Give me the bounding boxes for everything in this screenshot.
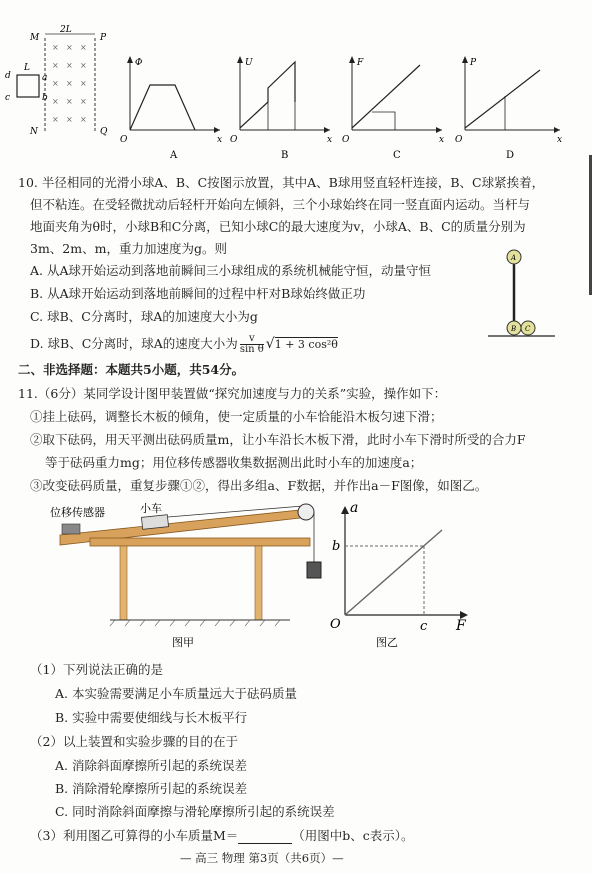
- svg-text:×: ×: [80, 115, 87, 124]
- svg-text:×: ×: [52, 115, 59, 124]
- field-region-diagram: [5, 25, 108, 137]
- svg-text:x: x: [217, 135, 223, 145]
- q11-step3: ③改变砝码质量，重复步骤①②，得出多组a、F数据，并作出a－F图像，如图乙。: [30, 478, 488, 493]
- q11-sub3: （3）利用图乙可算得的小车质量M＝ （用图中b、c表示）。: [30, 828, 414, 843]
- svg-text:O: O: [230, 135, 238, 145]
- svg-text:×: ×: [52, 61, 59, 70]
- svg-text:O: O: [120, 135, 128, 145]
- svg-text:F: F: [357, 58, 364, 68]
- q11-sub2: （2）以上装置和实验步骤的目的在于: [30, 734, 238, 749]
- svg-text:C: C: [525, 325, 531, 333]
- svg-text:×: ×: [52, 43, 59, 52]
- q11-line1: 11.（6分）某同学设计图甲装置做“探究加速度与力的关系”实验，操作如下：: [18, 386, 447, 401]
- q11-sub2-option-C[interactable]: C. 同时消除斜面摩擦与滑轮摩擦所引起的系统误差: [55, 804, 335, 819]
- apparatus-figure: [50, 500, 340, 650]
- answer-blank[interactable]: [238, 831, 292, 844]
- svg-text:c: c: [5, 93, 11, 103]
- option-D-label: D: [506, 150, 515, 160]
- svg-text:×: ×: [66, 97, 73, 106]
- svg-text:×: ×: [52, 97, 59, 106]
- svg-text:c: c: [420, 619, 428, 634]
- svg-text:a: a: [42, 73, 48, 83]
- q11-sub2-option-A[interactable]: A. 消除斜面摩擦所引起的系统误差: [55, 758, 247, 773]
- fraction-v-over-sin: $\frac{v}{\text{sin θ}}$: [239, 333, 264, 355]
- q10-option-D[interactable]: D. 球B、C分离时，球A的速度大小为 $\frac{v}{\text{sin θ}}$ √1 + 3 cos²θ: [30, 333, 338, 355]
- q10-option-A[interactable]: A. 从A球开始运动到落地前瞬间三小球组成的系统机械能守恒，动量守恒: [30, 263, 432, 278]
- page-footer: — 高三 物理 第3页（共6页）—: [180, 851, 344, 865]
- q11-step1: ①挂上砝码，调整长木板的倾角，使一定质量的小车恰能沿木板匀速下滑；: [30, 409, 443, 424]
- graph-phi: [120, 56, 222, 145]
- svg-text:Q: Q: [100, 127, 108, 137]
- svg-text:U: U: [245, 58, 253, 68]
- q11-step2a: ②取下砝码，用天平测出砝码质量m，让小车沿长木板下滑，此时小车下滑时所受的合力F: [30, 432, 526, 447]
- svg-text:A: A: [511, 254, 517, 262]
- option-B-label: B: [281, 150, 289, 160]
- graph-F: [342, 56, 444, 145]
- svg-text:O: O: [330, 617, 341, 632]
- q10-option-C[interactable]: C. 球B、C分离时，球A的加速度大小为g: [30, 309, 258, 324]
- svg-text:N: N: [30, 127, 38, 137]
- svg-text:B: B: [511, 325, 517, 333]
- svg-text:P: P: [470, 58, 477, 68]
- svg-text:×: ×: [66, 115, 73, 124]
- svg-text:×: ×: [66, 43, 73, 52]
- q11-sub1-option-B[interactable]: B. 实验中需要使细线与长木板平行: [55, 710, 248, 725]
- option-A-label: A: [170, 150, 178, 160]
- svg-text:b: b: [42, 93, 48, 103]
- svg-text:×: ×: [52, 79, 59, 88]
- caption-jia: 图甲: [172, 636, 194, 649]
- svg-text:d: d: [5, 71, 11, 81]
- svg-text:x: x: [439, 135, 445, 145]
- top-figures: [0, 20, 592, 160]
- q10-option-B[interactable]: B. 从A球开始运动到落地前瞬间的过程中杆对B球始终做正功: [30, 286, 366, 301]
- svg-text:L: L: [24, 63, 30, 73]
- q11-sub2-option-B[interactable]: B. 消除滑轮摩擦所引起的系统误差: [55, 781, 248, 796]
- q10-line1: 10. 半径相同的光滑小球A、B、C按图示放置，其中A、B球用竖直轻杆连接，B、C球紧挨着，: [18, 175, 545, 190]
- q11-sub1-option-A[interactable]: A. 本实验需要满足小车质量远大于砝码质量: [55, 686, 297, 701]
- svg-text:x: x: [557, 135, 563, 145]
- label-M: M: [30, 33, 40, 43]
- q10-line4: 3m、2m、m，重力加速度为g。则: [30, 241, 227, 256]
- q10-line2: 但不粘连。在受轻微扰动后轻杆开始向左倾斜，三个小球始终在同一竖直面内运动。当杆与: [30, 197, 531, 212]
- svg-text:O: O: [455, 135, 463, 145]
- svg-text:位移传感器: 位移传感器: [50, 506, 105, 519]
- svg-text:×: ×: [66, 79, 73, 88]
- svg-text:F: F: [456, 618, 466, 634]
- svg-text:x: x: [327, 135, 333, 145]
- svg-text:×: ×: [80, 61, 87, 70]
- svg-text:×: ×: [66, 61, 73, 70]
- q11-sub1: （1）下列说法正确的是: [30, 662, 163, 677]
- svg-text:×: ×: [80, 43, 87, 52]
- svg-text:2L: 2L: [60, 25, 72, 35]
- svg-text:小车: 小车: [140, 502, 162, 515]
- option-C-label: C: [393, 150, 401, 160]
- svg-text:O: O: [342, 135, 350, 145]
- q11-step2b: 等于砝码重力mg；用位移传感器收集数据测出此时小车的加速度a；: [45, 455, 423, 470]
- svg-text:×: ×: [80, 79, 87, 88]
- graph-P: [455, 56, 562, 145]
- a-F-graph: [320, 500, 480, 650]
- graph-U: [230, 56, 332, 145]
- svg-text:P: P: [100, 33, 107, 43]
- q10-line3: 地面夹角为θ时，小球B和C分离，已知小球C的最大速度为v，小球A、B、C的质量分别为: [30, 219, 526, 234]
- balls-rod-figure: [480, 245, 560, 345]
- caption-yi: 图乙: [376, 636, 398, 649]
- svg-text:×: ×: [80, 97, 87, 106]
- svg-text:Φ: Φ: [135, 58, 143, 68]
- section-2-heading: 二、非选择题：本题共5小题，共54分。: [18, 362, 245, 377]
- svg-text:a: a: [350, 500, 359, 516]
- svg-text:b: b: [332, 539, 341, 554]
